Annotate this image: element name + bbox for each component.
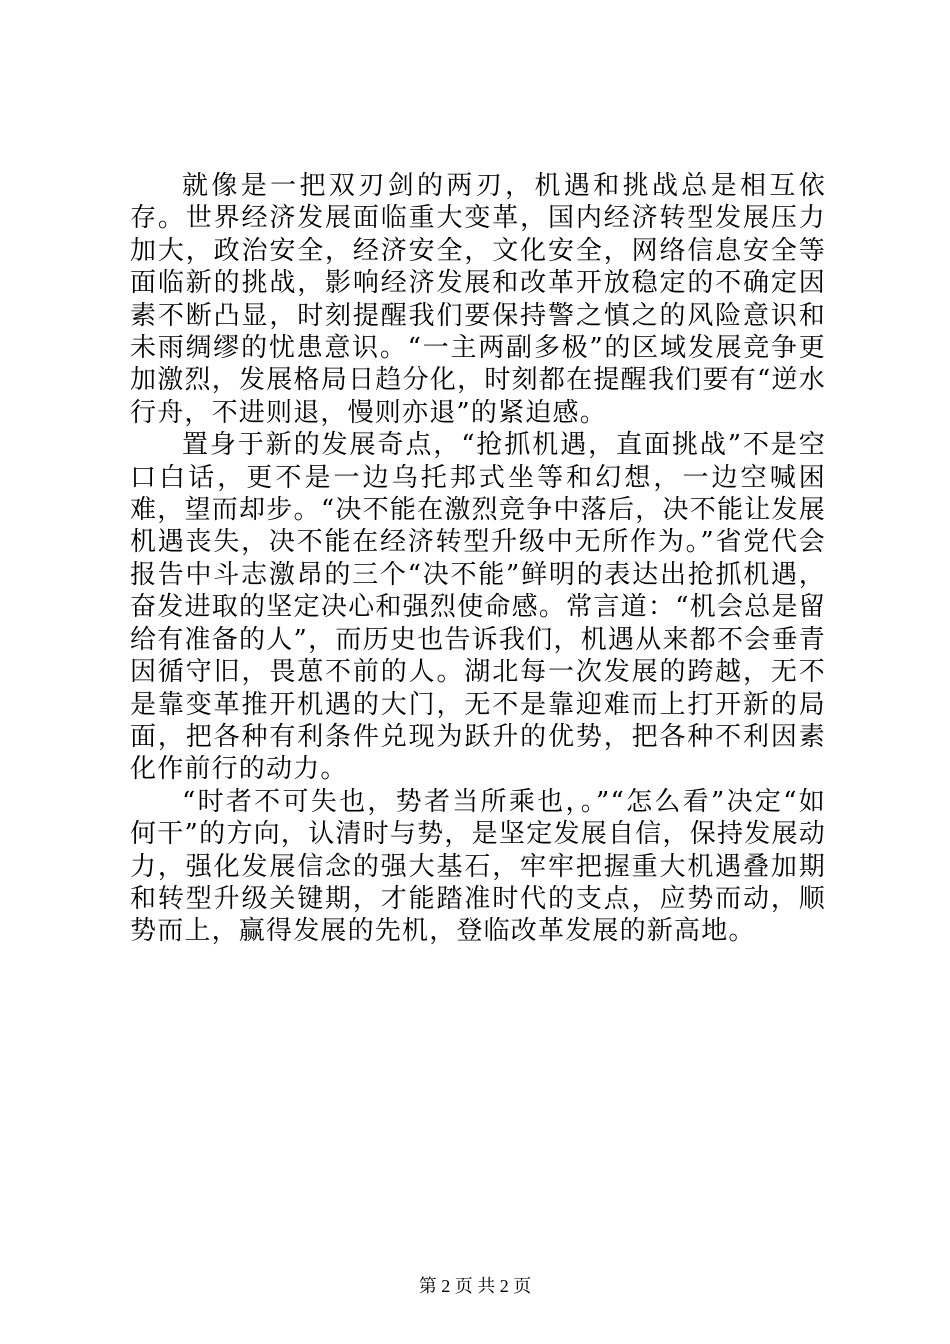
document-body	[130, 170, 826, 948]
paragraph-2: 置身于新的发展奇点，“抢抓机遇，直面挑战”不是空口白话，更不是一边乌托邦式坐等和幻想，一边空喊困难，望而却步。“决不能在激烈竞争中落后，决不能让发展机遇丧失，决不能在经济转型升级中无所作为。”省党代会报告中斗志激昂的三个“决不能”鲜明的表达出抢抓机遇，奋发进取的坚定决心和强烈使命感。常言道：“机会总是留给有准备的人”，而历史也告诉我们，机遇从来都不会垂青因循守旧，畏葸不前的人。湖北每一次发展的跨越，无不是靠变革推开机遇的大门，无不是靠迎难而上打开新的局面，把各种有利条件兑现为跃升的优势，把各种不利因素化作前行的动力。	[130, 430, 826, 785]
page-footer: 第 2 页 共 2 页	[418, 1276, 532, 1296]
paragraph-3: “时者不可失也，势者当所乘也，。”“怎么看”决定“如何干”的方向，认清时与势，是坚定发展自信，保持发展动力，强化发展信念的强大基石，牢牢把握重大机遇叠加期和转型升级关键期，才能踏准时代的支点，应势而动，顺势而上，赢得发展的先机，登临改革发展的新高地。	[130, 786, 826, 947]
paragraph-1: 就像是一把双刃剑的两刃，机遇和挑战总是相互依存。世界经济发展面临重大变革，国内经济转型发展压力加大，政治安全，经济安全，文化安全，网络信息安全等面临新的挑战，影响经济发展和改革开放稳定的不确定因素不断凸显，时刻提醒我们要保持警之慎之的风险意识和未雨绸缪的忧患意识。“一主两副多极”的区域发展竞争更加激烈，发展格局日趋分化，时刻都在提醒我们要有“逆水行舟，不进则退，慢则亦退”的紧迫感。	[130, 171, 826, 428]
